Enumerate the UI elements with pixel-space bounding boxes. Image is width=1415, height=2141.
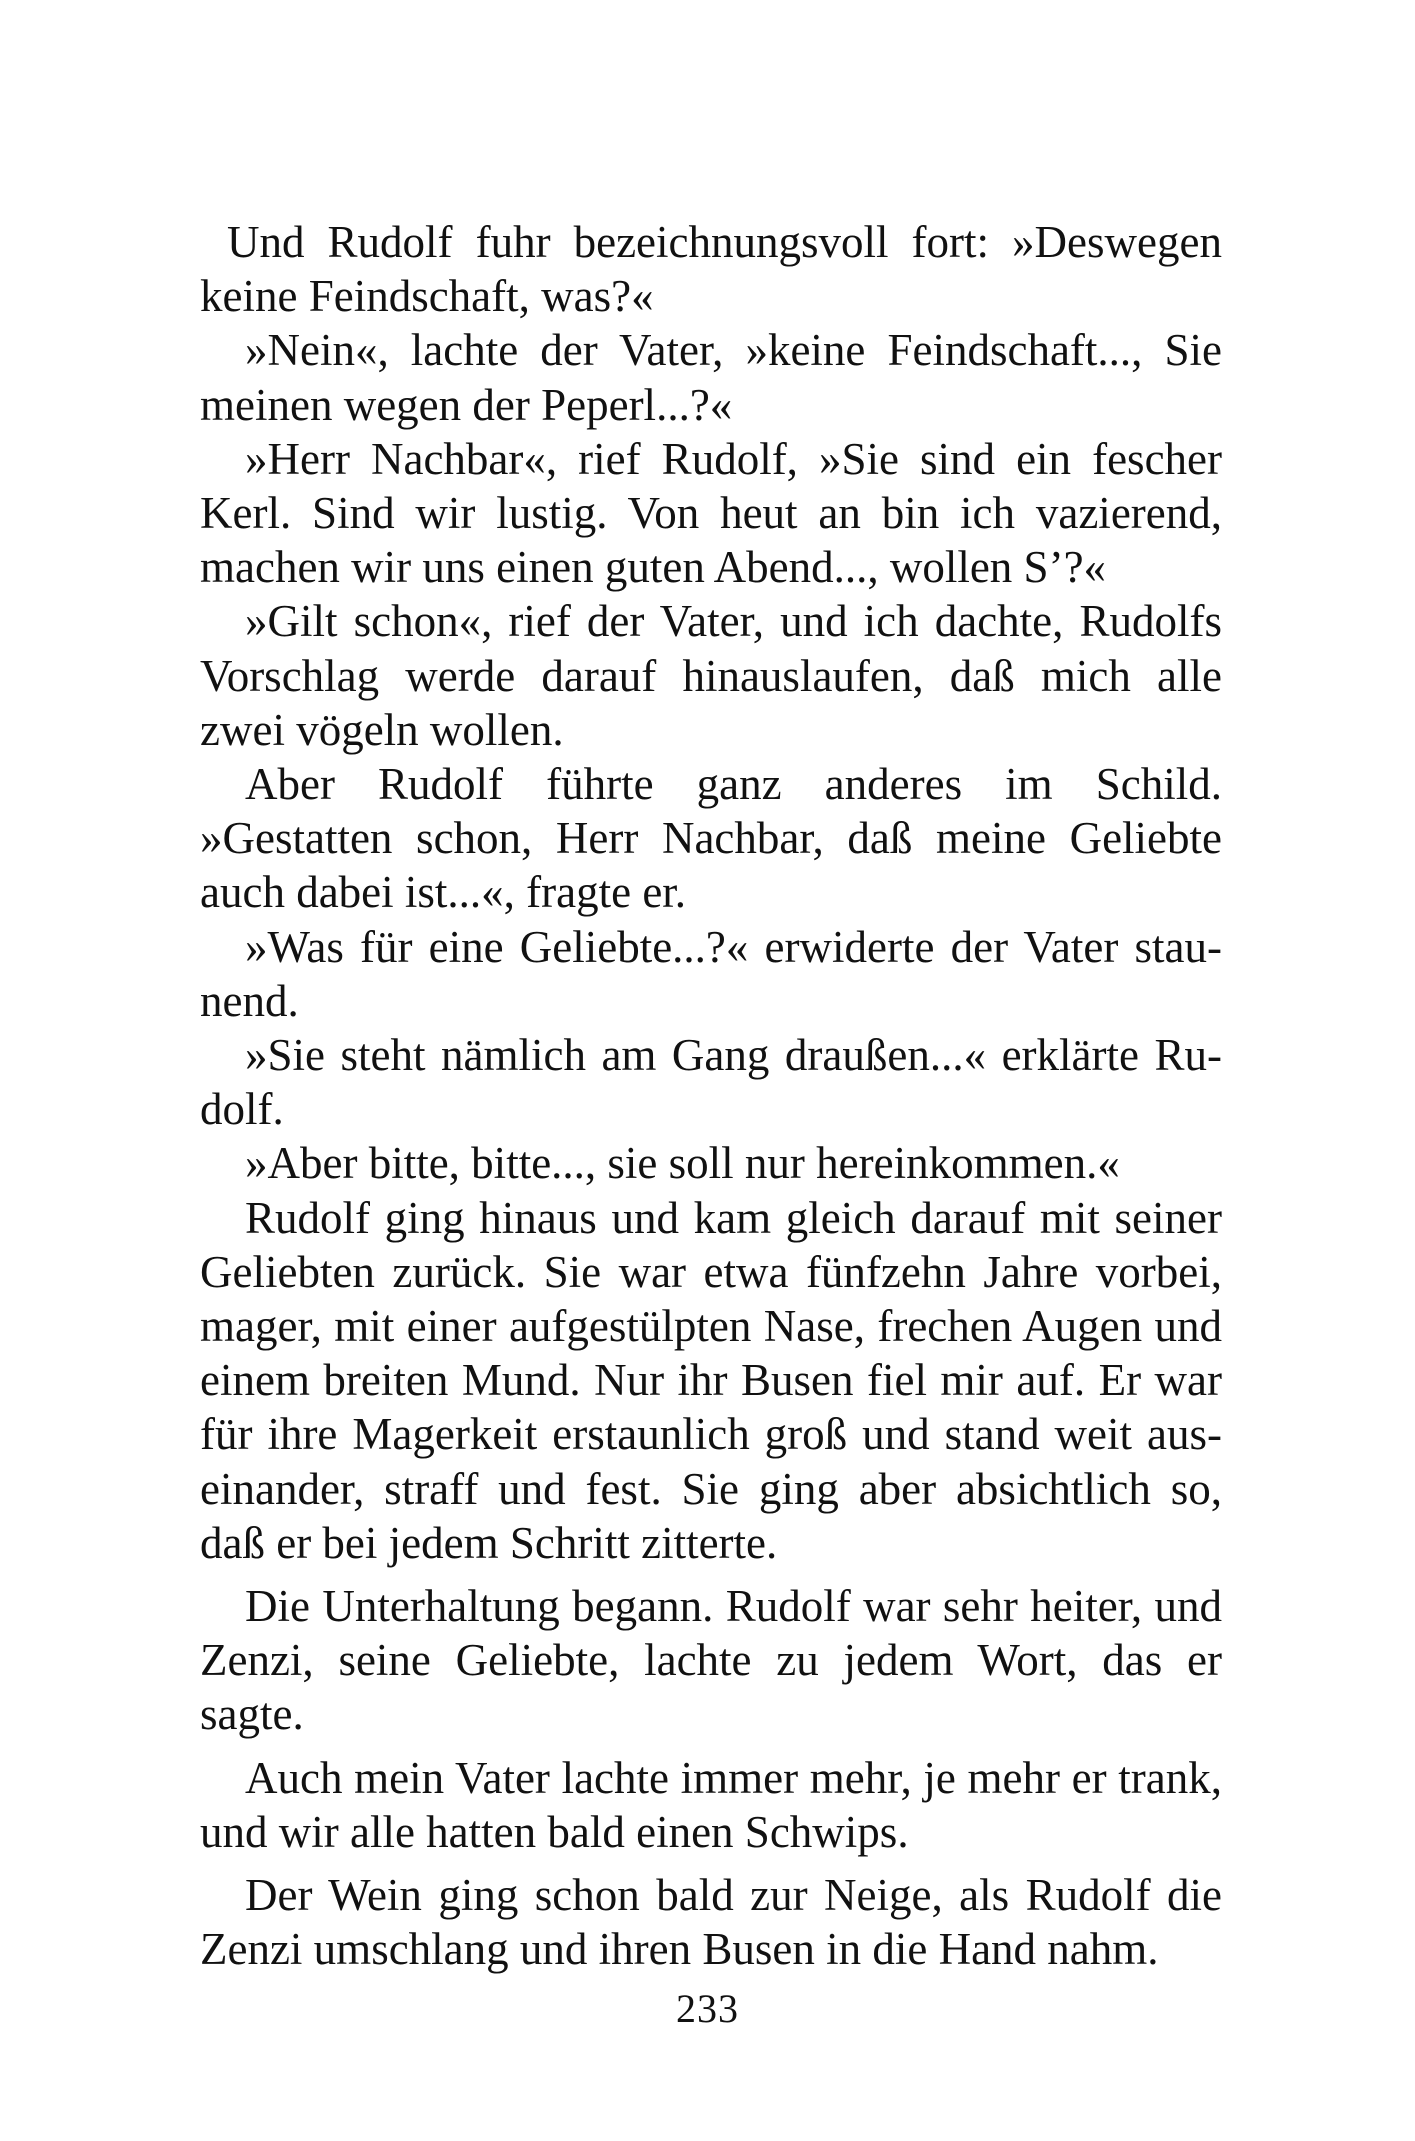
paragraph-3: »Herr Nachbar«, rief Rudolf, »Sie sind ein fescher Kerl. Sind wir lustig. Von heut an bin ich vazierend, machen wir uns einen guten Abend..., wollen S’?« xyxy=(200,433,1222,593)
paragraph-5: Aber Rudolf führte ganz anderes im Schild. »Gestatten schon, Herr Nachbar, daß meine Geliebte auch dabei ist...«, fragte er. xyxy=(200,759,1222,918)
paragraph-11: Auch mein Vater lachte immer mehr, je mehr er trank, und wir alle hatten bald einen Schwips. xyxy=(200,1752,1222,1857)
paragraph-1: Und Rudolf fuhr bezeichnungsvoll fort: »Deswegen keine Feindschaft, was?« xyxy=(200,217,1222,322)
paragraph-7: »Sie steht nämlich am Gang draußen...« erklärte Rudolf. xyxy=(200,1030,1222,1135)
paragraph-2: »Nein«, lachte der Vater, »keine Feindschaft..., Sie meinen wegen der Peperl...?« xyxy=(200,325,1222,430)
body-text xyxy=(200,215,1222,1977)
page-number: 233 xyxy=(676,1986,739,2031)
paragraph-10: Die Unterhaltung begann. Rudolf war sehr heiter, und Zenzi, seine Geliebte, lachte zu jedem Wort, das er sagte. xyxy=(200,1581,1222,1740)
paragraph-12: Der Wein ging schon bald zur Neige, als Rudolf die Zenzi umschlang und ihren Busen in die Hand nahm. xyxy=(200,1870,1222,1975)
paragraph-6: »Was für eine Geliebte...?« erwiderte der Vater staunend. xyxy=(200,921,1222,1026)
paragraph-8: »Aber bitte, bitte..., sie soll nur hereinkommen.« xyxy=(245,1138,1120,1189)
paragraph-9: Rudolf ging hinaus und kam gleich darauf mit seiner Geliebten zurück. Sie war etwa fünfzehn Jahre vorbei, mager, mit einer aufgestülpten Nase, frechen Augen und einem breiten Mund. Nur ihr Busen fiel mir auf. Er war für ihre Magerkeit erstaunlich groß und stand weit auseinander, straff und fest. Sie ging aber absichtlich so, daß er bei jedem Schritt zitterte. xyxy=(200,1192,1222,1568)
paragraph-4: »Gilt schon«, rief der Vater, und ich dachte, Rudolfs Vorschlag werde darauf hinauslaufen, daß mich alle zwei vögeln wollen. xyxy=(200,596,1222,755)
